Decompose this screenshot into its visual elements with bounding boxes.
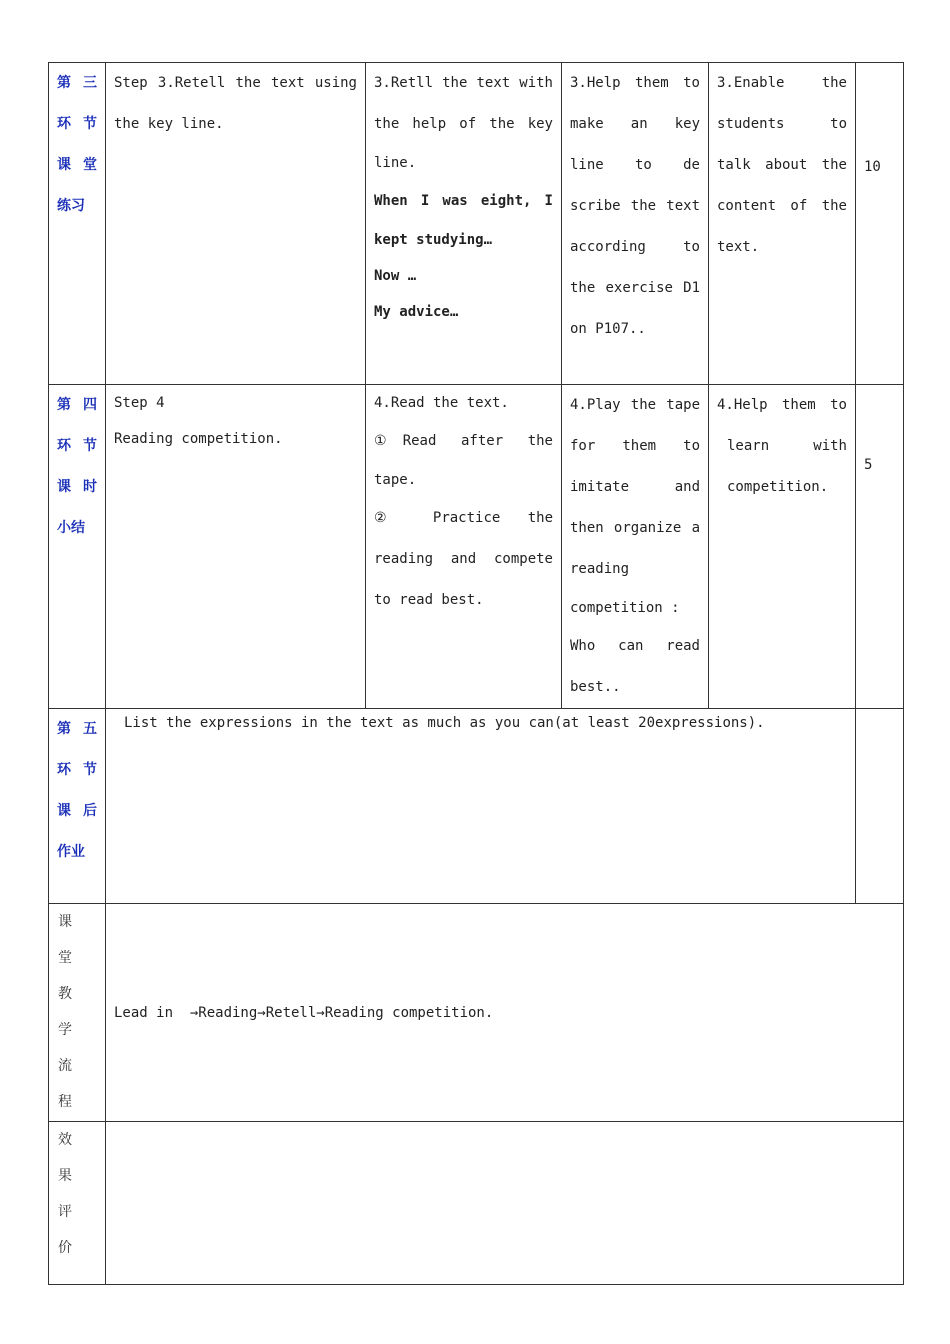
- stage-3-purpose: 3.Enable the students to talk about the content of the text.: [709, 63, 856, 385]
- flow-row: [49, 904, 904, 1122]
- evaluation-text-cell: [106, 1122, 904, 1285]
- lesson-plan-table: [48, 62, 904, 1285]
- homework-cell: List the expressions in the text as much as you can(at least 20expressions).: [106, 709, 856, 904]
- flow-label: 课 堂 教 学 流 程: [49, 904, 106, 1122]
- stage-4-minutes: 5: [856, 385, 904, 709]
- stage-4-teacher-activity: 4.Play the tape for them to imitate and then organize a reading competition : Who can read best..: [562, 385, 709, 709]
- evaluation-label: 效 果 评 价: [49, 1122, 106, 1285]
- stage-4-row: [49, 385, 904, 709]
- stage-4-purpose: 4.Help them to learn with competition.: [709, 385, 856, 709]
- flow-text-cell: Lead in →Reading→Retell→Reading competition.: [106, 904, 904, 1122]
- stage-4-student-activity: 4.Read the text. ①Read after the tape. ② Practice the reading and compete to read best.: [366, 385, 562, 709]
- stage-4-step: Step 4 Reading competition.: [106, 385, 366, 709]
- evaluation-row: [49, 1122, 904, 1285]
- stage-3-label: 第 三 环 节 课 堂 练习: [49, 63, 106, 385]
- stage-3-row: [49, 63, 904, 385]
- stage-5-minutes: [856, 709, 904, 904]
- stage-4-label: 第 四 环 节 课 时 小结: [49, 385, 106, 709]
- stage-3-student-activity: 3.Retll the text with the help of the key line. When I was eight, I kept studying… Now … My advice…: [366, 63, 562, 385]
- stage-5-row: [49, 709, 904, 904]
- stage-3-minutes: 10: [856, 63, 904, 385]
- stage-3-step: Step 3.Retell the text using the key line.: [106, 63, 366, 385]
- stage-3-teacher-activity: 3.Help them to make an key line to de scribe the text according to the exercise D1 on P107..: [562, 63, 709, 385]
- stage-5-label: 第 五 环 节 课 后 作业: [49, 709, 106, 904]
